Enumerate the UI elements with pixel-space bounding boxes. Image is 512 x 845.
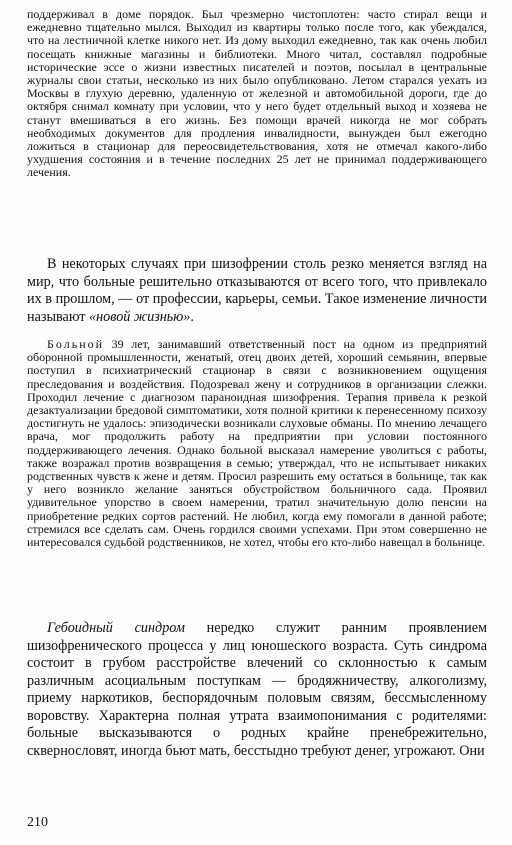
- heboid-syndrome-paragraph: [27, 620, 487, 760]
- case-lead-word: Больной: [47, 337, 105, 351]
- heboid-syndrome-text: нередко служит ранним проявлением шизофренического процесса у лиц юношеского возраста. Суть синдрома состоит в грубом расстройстве влечений со склонностью к самым различным асоциальным поступкам — бродяжничеству, алкоголизму, приему наркотиков, беспорядочным половым связям, бессмысленному воровству. Характерна полная утрата взаимопонимания с родителями: больные высказываются о родных крайне пренебрежительно, сквернословят, иногда бьют мать, бесстыдно требуют денег, угрожают. Они: [27, 620, 487, 759]
- new-life-period: .: [190, 308, 194, 325]
- page-number: 210: [27, 815, 48, 830]
- heboid-syndrome-term: Гебоидный синдром: [47, 620, 185, 636]
- new-life-term: «новой жизнью»: [89, 308, 191, 325]
- case-example-text: 39 лет, занимавший ответственный пост на одном из предприятий оборонной промышленности, женатый, отец двоих детей, хороший семьянин, впервые поступил в психиатрический стационар в связи с возникновением ощущения преследования и воздействия. Подозревал жену и сотрудников в организации слежки. Проходил лечение с диагнозом параноидная шизофрения. Терапия привела к резкой дезактуализации бредовой симптоматики, хотя полной критики к перенесенному психозу достигнуть не удалось: эпизодически возникали слуховые обманы. По мнению лечащего врача, мог продолжить работу на предприятии при условии постоянного поддерживающего лечения. Однако больной высказал намерение уволиться с работы, также возражал против возвращения в семью; утверждал, что не испытывает никаких родственных чувств к жене и детям. Просил разрешить ему остаться в больнице, так как у него возникло желание заняться обустройством больничного сада. Проявил удивительное упорство в своем намерении, тратил значительную долю пенсии на приобретение редких сортов растений. Не любил, когда ему помогали в данной работе; стремился все сделать сам. Очень гордился своими успехами. При этом совершенно не интересовался судьбой родственников, не хотел, чтобы его кто-либо навещал в больнице.: [27, 337, 487, 550]
- new-life-paragraph: [27, 256, 487, 326]
- case-example-paragraph: [27, 338, 487, 549]
- new-life-text: В некоторых случаях при шизофрении столь резко меняется взгляд на мир, что больные решительно отказываются от всего того, что привлекало их в прошлом, — от профессии, карьеры, семьи. Такое изменение личности называют: [27, 256, 487, 325]
- case-continuation-paragraph: поддерживал в доме порядок. Был чрезмерно чистоплотен: часто стирал вещи и ежедневно тщательно мылся. Выходил из квартиры только после того, как убеждался, что на лестничной клетке никого нет. Из дому выходил ежедневно, так как очень любил посещать книжные магазины и библиотеки. Много читал, составлял подробные исторические эссе о жизни известных писателей и поэтов, посылал в центральные журналы свои статьи, несколько из них было опубликовано. Летом старался уехать из Москвы в глухую деревню, удаленную от железной и автомобильной дороги, где до октября снимал комнату при условии, что у него будет отдельный выход и хозяева не станут вмешиваться в его жизнь. Без помощи врачей никогда не мог собрать необходимых документов для продления инвалидности, вынужден был ежегодно ложиться в стационар для переосвидетельствования, хотя не отмечал какого-либо ухудшения состояния и в течение последних 25 лет не принимал поддерживающего лечения.: [27, 7, 487, 180]
